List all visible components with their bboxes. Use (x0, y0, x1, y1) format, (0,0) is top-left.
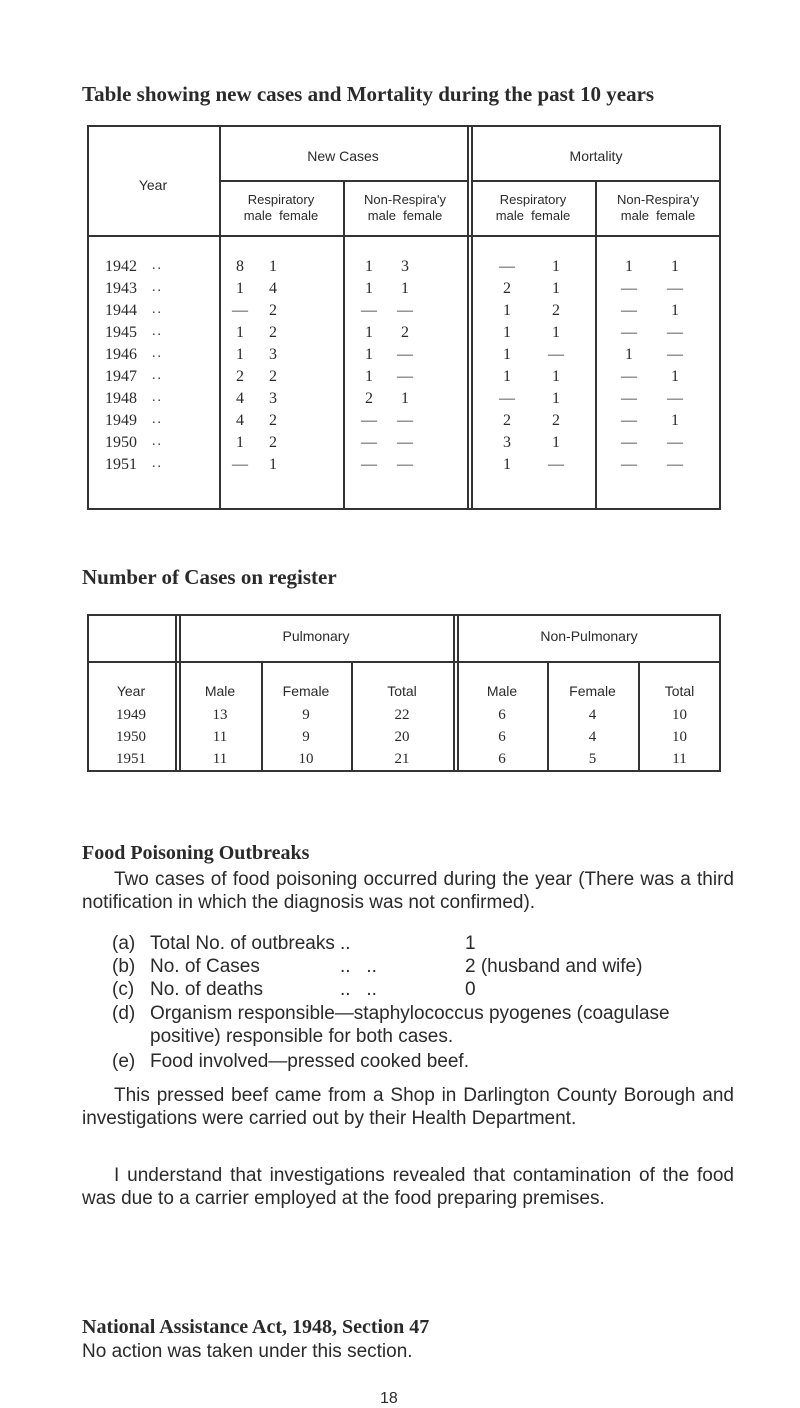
leader-dots: .. (152, 434, 163, 449)
table-cell: 11 (212, 751, 228, 767)
row-year: 1944 (105, 302, 137, 319)
table-cell: 20 (394, 729, 410, 745)
table-cell: 6 (498, 729, 506, 745)
item-text: Food involved—pressed cooked beef. (150, 1051, 469, 1072)
column-header: Male (204, 683, 236, 699)
nat-text: No action was taken under this section. (82, 1341, 413, 1362)
table-cell: — (397, 434, 413, 451)
table-cell: 1 (236, 280, 244, 297)
divider (467, 125, 469, 510)
table-cell: 1 (365, 346, 373, 363)
table-cell: 4 (236, 412, 244, 429)
food-para3: I understand that investigations revealed that contamination of the food was due to a carrier employed at the food preparing premises. (82, 1165, 734, 1209)
table-cell: 2 (401, 324, 409, 341)
nat-title: National Assistance Act, 1948, Section 47 (82, 1316, 430, 1338)
table-cell: 2 (269, 412, 277, 429)
table-cell: 1 (236, 346, 244, 363)
table-cell: — (621, 434, 637, 451)
leader-dots: .. (152, 368, 163, 383)
year-header: Year (138, 177, 168, 193)
item-text: No. of deaths (150, 979, 264, 1000)
item-text: No. of Cases (150, 956, 260, 977)
item-dots: .. .. (340, 956, 377, 977)
food-para2: This pressed beef came from a Shop in Darlington County Borough and investigations were carried out by their Health Department. (82, 1085, 734, 1129)
table-cell: 1951 (116, 751, 146, 767)
divider (87, 235, 721, 237)
table-cell: 2 (269, 324, 277, 341)
divider (175, 614, 177, 772)
table2-title: Number of Cases on register (82, 565, 337, 589)
sex-header: male female (495, 208, 571, 223)
table-cell: 21 (394, 751, 410, 767)
item-text: Total No. of outbreaks (150, 933, 335, 954)
table-cell: 9 (302, 707, 310, 723)
divider (343, 180, 345, 510)
table-cell: 1950 (116, 729, 146, 745)
food-title: Food Poisoning Outbreaks (82, 842, 310, 864)
table-cell: — (621, 412, 637, 429)
resp-header: Respiratory (247, 192, 315, 207)
table-cell: 8 (236, 258, 244, 275)
table-cell: 3 (401, 258, 409, 275)
table-cell: 10 (672, 707, 687, 723)
table-cell: 22 (394, 707, 410, 723)
table-cell: 1 (671, 258, 679, 275)
table-cell: — (667, 346, 683, 363)
table-cell: — (361, 434, 377, 451)
leader-dots: .. (152, 258, 163, 273)
row-year: 1946 (105, 346, 137, 363)
table-cell: 1 (552, 434, 560, 451)
table-cell: — (667, 434, 683, 451)
item-value: 1 (465, 933, 476, 954)
table-cell: 4 (588, 707, 597, 723)
table-cell: — (621, 368, 637, 385)
table-cell: 1 (401, 280, 409, 297)
column-header: Year (116, 683, 146, 699)
item-value: 2 (husband and wife) (465, 956, 643, 977)
divider (219, 125, 221, 510)
table-cell: — (621, 280, 637, 297)
table1-title: Table showing new cases and Mortality during the past 10 years (82, 82, 655, 106)
item-text: Organism responsible—staphylococcus pyogenes (coagulase (150, 1003, 670, 1024)
table-cell: 1 (365, 368, 373, 385)
leader-dots: .. (152, 280, 163, 295)
item-label: (d) (112, 1003, 136, 1024)
table-cell: 1949 (116, 707, 146, 723)
table-cell: 1 (503, 324, 511, 341)
table-cell: 6 (498, 751, 506, 767)
column-header: Female (282, 683, 330, 699)
table-cell: — (667, 280, 683, 297)
item-label: (e) (112, 1051, 136, 1072)
table-cell: 2 (552, 412, 560, 429)
table-cell: 1 (365, 324, 373, 341)
table-cell: 1 (552, 324, 560, 341)
table-cell: 10 (298, 751, 314, 767)
table-cell: — (232, 302, 248, 319)
table-cell: 1 (236, 324, 244, 341)
item-label: (c) (112, 979, 135, 1000)
table-cell: 1 (552, 390, 560, 407)
table-cell: 1 (401, 390, 409, 407)
table-cell: 4 (588, 729, 597, 745)
table-cell: 3 (269, 346, 277, 363)
table-cell: — (621, 456, 637, 473)
table-cell: — (621, 302, 637, 319)
item-value: 0 (465, 979, 476, 1000)
table-cell: 2 (269, 368, 277, 385)
nonresp-header: Non-Respira'y (617, 192, 699, 207)
table-cell: — (499, 258, 515, 275)
table-cell: 1 (269, 258, 277, 275)
table-cell: 6 (498, 707, 506, 723)
nonresp-header: Non-Respira'y (364, 192, 446, 207)
table-cell: 4 (236, 390, 244, 407)
row-year: 1945 (105, 324, 137, 341)
leader-dots: .. (152, 390, 163, 405)
table-cell: — (548, 346, 564, 363)
item-label: (a) (112, 933, 136, 954)
table-cell: — (621, 324, 637, 341)
leader-dots: .. (152, 346, 163, 361)
table-cell: — (667, 390, 683, 407)
table-cell: — (361, 456, 377, 473)
table-cell: 1 (503, 368, 511, 385)
table-cell: 2 (552, 302, 560, 319)
new-cases-header: New Cases (307, 148, 379, 164)
leader-dots: .. (152, 456, 163, 471)
table-cell: — (397, 368, 413, 385)
row-year: 1948 (105, 390, 137, 407)
table-cell: 1 (671, 368, 679, 385)
row-year: 1950 (105, 434, 137, 451)
row-year: 1942 (105, 258, 137, 275)
column-header: Male (486, 683, 518, 699)
mortality-header: Mortality (569, 148, 623, 164)
table-cell: 2 (503, 280, 511, 297)
table-cell: 11 (212, 729, 228, 745)
divider (471, 125, 473, 510)
leader-dots: .. (152, 324, 163, 339)
table-cell: 9 (302, 729, 310, 745)
table-cell: 2 (236, 368, 244, 385)
table-cell: 1 (552, 368, 560, 385)
sex-header: male female (243, 208, 319, 223)
table-cell: — (548, 456, 564, 473)
divider (87, 661, 721, 663)
column-header: Female (569, 683, 616, 699)
row-year: 1947 (105, 368, 137, 385)
table-cell: — (667, 456, 683, 473)
table-cell: 2 (269, 302, 277, 319)
table-cell: 10 (672, 729, 687, 745)
table-cell: 1 (625, 258, 633, 275)
leader-dots: .. (152, 302, 163, 317)
divider (471, 180, 721, 182)
table-cell: — (397, 302, 413, 319)
table-cell: 5 (588, 751, 597, 767)
table-cell: 11 (672, 751, 687, 767)
leader-dots: .. (152, 412, 163, 427)
table-cell: — (361, 302, 377, 319)
pulmonary-header: Pulmonary (282, 628, 350, 644)
food-intro: Two cases of food poisoning occurred during the year (There was a third notification in which the diagnosis was not confirmed). (82, 869, 734, 913)
table-cell: — (397, 456, 413, 473)
nonpulmonary-header: Non-Pulmonary (540, 628, 638, 644)
table-cell: 3 (269, 390, 277, 407)
table-cell: 1 (269, 456, 277, 473)
sex-header: male female (367, 208, 443, 223)
table-cell: — (397, 346, 413, 363)
table-cell: 1 (503, 346, 511, 363)
table-cell: 2 (269, 434, 277, 451)
table-cell: 1 (671, 302, 679, 319)
table-cell: — (397, 412, 413, 429)
table-cell: — (621, 390, 637, 407)
divider (219, 180, 467, 182)
table-cell: 4 (269, 280, 277, 297)
table-cell: 1 (625, 346, 633, 363)
table-cell: 13 (212, 707, 228, 723)
table-cell: 1 (365, 258, 373, 275)
table-cell: 1 (236, 434, 244, 451)
sex-header: male female (620, 208, 696, 223)
table-cell: 1 (671, 412, 679, 429)
row-year: 1951 (105, 456, 137, 473)
table-cell: — (232, 456, 248, 473)
item-dots: .. (340, 933, 351, 954)
row-year: 1949 (105, 412, 137, 429)
table-cell: — (361, 412, 377, 429)
table-cell: 1 (503, 302, 511, 319)
divider (595, 180, 597, 510)
table-cell: — (667, 324, 683, 341)
table-cell: 3 (503, 434, 511, 451)
column-header: Total (387, 683, 417, 699)
table-cell: 1 (503, 456, 511, 473)
table-cell: 1 (552, 280, 560, 297)
row-year: 1943 (105, 280, 137, 297)
table-cell: 2 (365, 390, 373, 407)
resp-header: Respiratory (499, 192, 567, 207)
item-dots: .. .. (340, 979, 377, 1000)
column-header: Total (664, 683, 695, 699)
divider (453, 614, 455, 772)
item-text: positive) responsible for both cases. (150, 1026, 454, 1047)
table-cell: — (499, 390, 515, 407)
item-label: (b) (112, 956, 136, 977)
table-cell: 1 (552, 258, 560, 275)
table-cell: 2 (503, 412, 511, 429)
table-cell: 1 (365, 280, 373, 297)
page-number: 18 (380, 1390, 398, 1407)
